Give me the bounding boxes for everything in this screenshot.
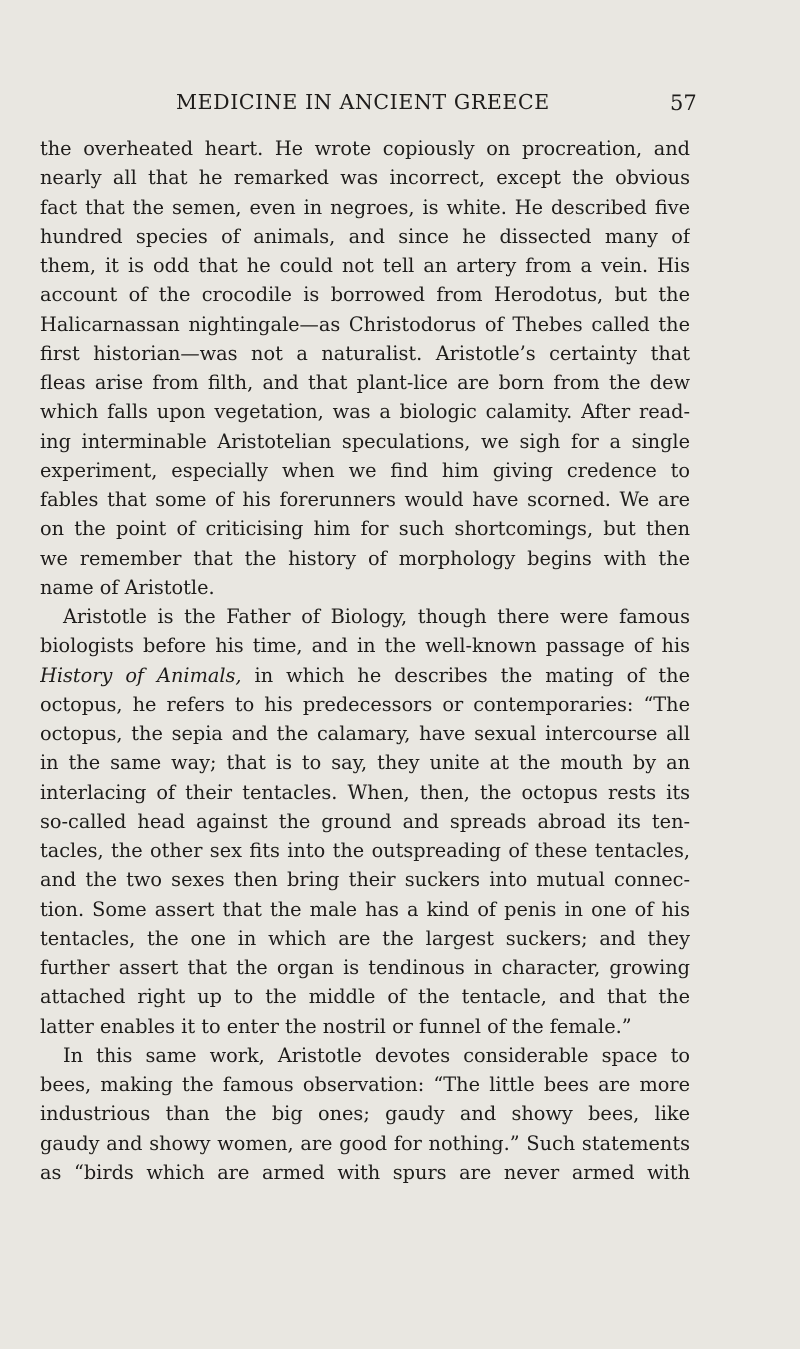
text-line: fleas arise from filth, and that plant-lice are born from the dew bbox=[40, 371, 690, 394]
text-line: experiment, especially when we find him giving credence to bbox=[40, 458, 690, 482]
text-line: nearly all that he remarked was incorrect, except the obvious bbox=[40, 166, 690, 190]
text-line: tentacles, the one in which are the largest suckers; and they bbox=[40, 926, 690, 950]
text-line-with-title bbox=[40, 661, 690, 690]
book-title-italic: History of Animals, bbox=[40, 663, 242, 687]
text-line: interlacing of their tentacles. When, then, the octopus rests its bbox=[40, 780, 690, 804]
text-line: fact that the semen, even in negroes, is white. He described five bbox=[40, 195, 690, 219]
text-line: latter enables it to enter the nostril or funnel of the female.” bbox=[40, 1014, 632, 1038]
text-line: account of the crocodile is borrowed from Herodotus, but the bbox=[40, 283, 690, 307]
running-head bbox=[0, 90, 800, 120]
text-line: ing interminable Aristotelian speculations, we sigh for a single bbox=[40, 429, 690, 453]
text-line: bees, making the famous observation: “The little bees are more bbox=[40, 1073, 690, 1096]
text-line: in the same way; that is to say, they unite at the mouth by an bbox=[40, 751, 690, 775]
text-line: octopus, the sepia and the calamary, have sexual intercourse all bbox=[40, 722, 690, 745]
text-line: Halicarnassan nightingale—as Christodorus of Thebes called the bbox=[40, 312, 690, 336]
text-line: further assert that the organ is tendinous in character, growing bbox=[40, 956, 690, 979]
text-line: attached right up to the middle of the tentacle, and that the bbox=[40, 985, 690, 1009]
text-line: tacles, the other sex fits into the outspreading of these tentacles, bbox=[40, 839, 690, 862]
text-line: In this same work, Aristotle devotes considerable space to bbox=[63, 1043, 690, 1067]
text-line: and the two sexes then bring their suckers into mutual connec- bbox=[40, 868, 690, 892]
text-line: so-called head against the ground and spreads abroad its ten- bbox=[40, 809, 690, 833]
body-text bbox=[40, 134, 690, 1187]
text-line: on the point of criticising him for such shortcomings, but then bbox=[40, 517, 690, 541]
text-line: them, it is odd that he could not tell an artery from a vein. His bbox=[40, 254, 690, 277]
line-rest: in which he describes the mating of the bbox=[241, 663, 690, 687]
text-line: industrious than the big ones; gaudy and showy bees, like bbox=[40, 1102, 690, 1126]
text-line: Aristotle is the Father of Biology, though there were famous bbox=[63, 605, 690, 628]
page-number: 57 bbox=[670, 91, 697, 115]
text-line: the overheated heart. He wrote copiously on procreation, and bbox=[40, 137, 690, 160]
text-line: as “birds which are armed with spurs are never armed with bbox=[40, 1160, 690, 1184]
running-title: MEDICINE IN ANCIENT GREECE bbox=[176, 90, 550, 114]
text-line: which falls upon vegetation, was a biologic calamity. After read- bbox=[40, 400, 690, 424]
text-line: name of Aristotle. bbox=[40, 575, 215, 599]
text-line: gaudy and showy women, are good for nothing.” Such statements bbox=[40, 1131, 690, 1155]
text-line: octopus, he refers to his predecessors or contemporaries: “The bbox=[40, 692, 690, 716]
text-line: we remember that the history of morphology begins with the bbox=[40, 546, 690, 570]
text-line: tion. Some assert that the male has a kind of penis in one of his bbox=[40, 897, 690, 921]
text-line: fables that some of his forerunners would have scorned. We are bbox=[40, 488, 690, 511]
text-line: hundred species of animals, and since he dissected many of bbox=[40, 224, 690, 248]
text-line: biologists before his time, and in the well-known passage of his bbox=[40, 634, 690, 658]
text-line: first historian—was not a naturalist. Aristotle’s certainty that bbox=[40, 341, 690, 365]
